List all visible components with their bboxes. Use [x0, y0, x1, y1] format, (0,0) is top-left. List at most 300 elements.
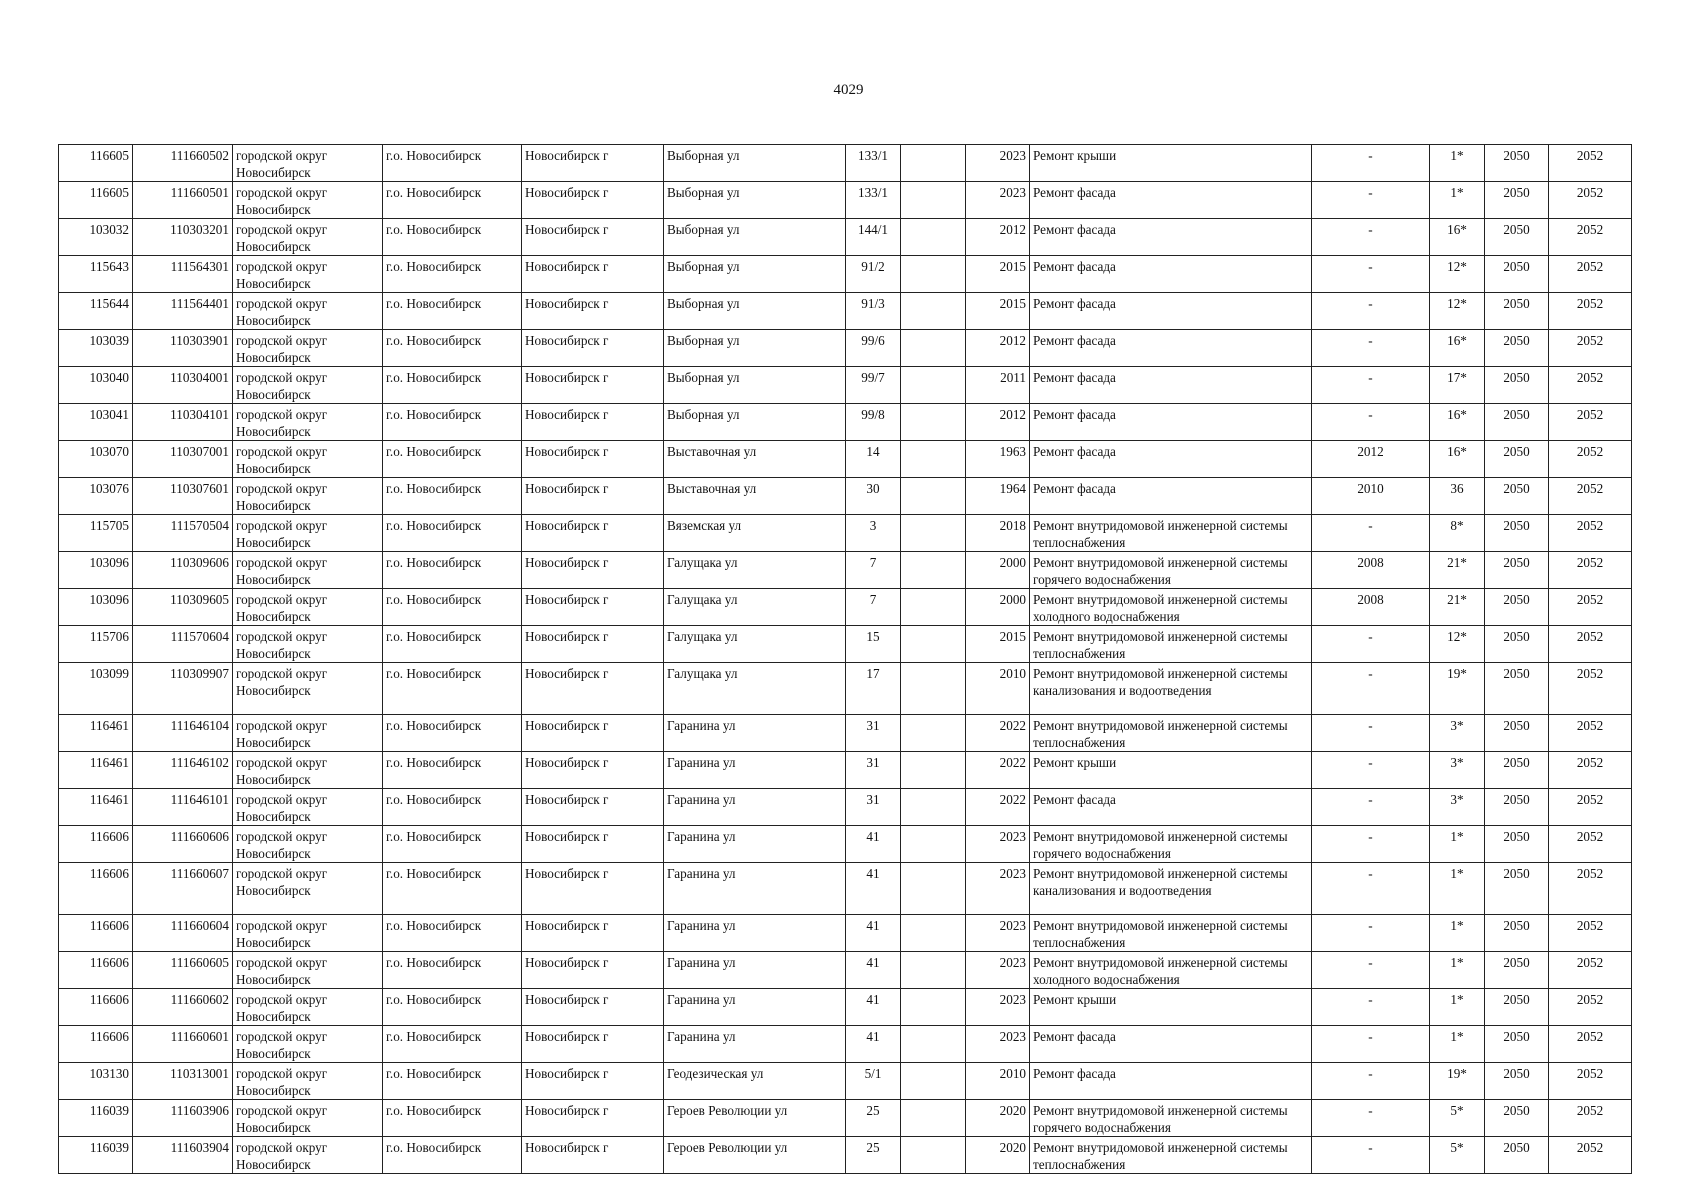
- district-cell: городской округ Новосибирск: [233, 1137, 383, 1174]
- building-cell: [901, 478, 966, 515]
- house-number-cell: 7: [846, 552, 901, 589]
- period-cell: 8*: [1430, 515, 1485, 552]
- object-id-cell: 103041: [59, 404, 133, 441]
- last-repair-cell: 2010: [1312, 478, 1430, 515]
- street-cell: Героев Революции ул: [664, 1100, 846, 1137]
- plan-to-cell: 2052: [1549, 626, 1632, 663]
- house-number-cell: 14: [846, 441, 901, 478]
- object-id-cell: 116606: [59, 1026, 133, 1063]
- municipality-cell: г.о. Новосибирск: [383, 915, 522, 952]
- plan-from-cell: 2050: [1485, 915, 1549, 952]
- year-built-cell: 2015: [966, 626, 1030, 663]
- year-built-cell: 2012: [966, 219, 1030, 256]
- plan-from-cell: 2050: [1485, 1100, 1549, 1137]
- building-cell: [901, 1063, 966, 1100]
- work-code-cell: 111660501: [133, 182, 233, 219]
- work-type-cell: Ремонт фасада: [1030, 330, 1312, 367]
- work-code-cell: 110304101: [133, 404, 233, 441]
- table-row: [59, 478, 1632, 515]
- city-cell: Новосибирск г: [522, 915, 664, 952]
- street-cell: Выборная ул: [664, 219, 846, 256]
- house-number-cell: 25: [846, 1137, 901, 1174]
- work-type-cell: Ремонт фасада: [1030, 441, 1312, 478]
- plan-from-cell: 2050: [1485, 182, 1549, 219]
- period-cell: 19*: [1430, 1063, 1485, 1100]
- table-row: [59, 182, 1632, 219]
- house-number-cell: 133/1: [846, 182, 901, 219]
- work-code-cell: 110304001: [133, 367, 233, 404]
- city-cell: Новосибирск г: [522, 367, 664, 404]
- municipality-cell: г.о. Новосибирск: [383, 863, 522, 915]
- house-number-cell: 7: [846, 589, 901, 626]
- year-built-cell: 2000: [966, 589, 1030, 626]
- street-cell: Гаранина ул: [664, 989, 846, 1026]
- table-row: [59, 826, 1632, 863]
- last-repair-cell: -: [1312, 626, 1430, 663]
- street-cell: Выборная ул: [664, 256, 846, 293]
- district-cell: городской округ Новосибирск: [233, 1100, 383, 1137]
- city-cell: Новосибирск г: [522, 1137, 664, 1174]
- house-number-cell: 41: [846, 863, 901, 915]
- year-built-cell: 2023: [966, 952, 1030, 989]
- plan-from-cell: 2050: [1485, 441, 1549, 478]
- year-built-cell: 2011: [966, 367, 1030, 404]
- plan-to-cell: 2052: [1549, 367, 1632, 404]
- plan-to-cell: 2052: [1549, 293, 1632, 330]
- last-repair-cell: -: [1312, 404, 1430, 441]
- street-cell: Геодезическая ул: [664, 1063, 846, 1100]
- object-id-cell: 115705: [59, 515, 133, 552]
- municipality-cell: г.о. Новосибирск: [383, 515, 522, 552]
- plan-from-cell: 2050: [1485, 626, 1549, 663]
- house-number-cell: 17: [846, 663, 901, 715]
- last-repair-cell: 2008: [1312, 589, 1430, 626]
- house-number-cell: 99/8: [846, 404, 901, 441]
- work-code-cell: 111660502: [133, 145, 233, 182]
- plan-from-cell: 2050: [1485, 404, 1549, 441]
- period-cell: 16*: [1430, 441, 1485, 478]
- municipality-cell: г.о. Новосибирск: [383, 293, 522, 330]
- plan-from-cell: 2050: [1485, 789, 1549, 826]
- district-cell: городской округ Новосибирск: [233, 145, 383, 182]
- plan-from-cell: 2050: [1485, 256, 1549, 293]
- city-cell: Новосибирск г: [522, 863, 664, 915]
- object-id-cell: 115706: [59, 626, 133, 663]
- object-id-cell: 103096: [59, 589, 133, 626]
- work-type-cell: Ремонт фасада: [1030, 1063, 1312, 1100]
- table-row: [59, 293, 1632, 330]
- plan-from-cell: 2050: [1485, 952, 1549, 989]
- street-cell: Галущака ул: [664, 552, 846, 589]
- work-type-cell: Ремонт внутридомовой инженерной системы холодного водоснабжения: [1030, 952, 1312, 989]
- building-cell: [901, 752, 966, 789]
- period-cell: 3*: [1430, 752, 1485, 789]
- last-repair-cell: -: [1312, 863, 1430, 915]
- district-cell: городской округ Новосибирск: [233, 219, 383, 256]
- table-row: [59, 404, 1632, 441]
- object-id-cell: 103032: [59, 219, 133, 256]
- work-type-cell: Ремонт внутридомовой инженерной системы канализования и водоотведения: [1030, 863, 1312, 915]
- plan-to-cell: 2052: [1549, 989, 1632, 1026]
- object-id-cell: 116606: [59, 952, 133, 989]
- year-built-cell: 2022: [966, 752, 1030, 789]
- municipality-cell: г.о. Новосибирск: [383, 441, 522, 478]
- work-type-cell: Ремонт фасада: [1030, 293, 1312, 330]
- street-cell: Выборная ул: [664, 293, 846, 330]
- municipality-cell: г.о. Новосибирск: [383, 367, 522, 404]
- table-row: [59, 1100, 1632, 1137]
- building-cell: [901, 145, 966, 182]
- period-cell: 1*: [1430, 915, 1485, 952]
- city-cell: Новосибирск г: [522, 826, 664, 863]
- period-cell: 1*: [1430, 826, 1485, 863]
- last-repair-cell: -: [1312, 789, 1430, 826]
- house-number-cell: 41: [846, 915, 901, 952]
- object-id-cell: 116605: [59, 182, 133, 219]
- work-code-cell: 110303201: [133, 219, 233, 256]
- plan-from-cell: 2050: [1485, 1026, 1549, 1063]
- work-type-cell: Ремонт внутридомовой инженерной системы теплоснабжения: [1030, 915, 1312, 952]
- city-cell: Новосибирск г: [522, 552, 664, 589]
- street-cell: Гаранина ул: [664, 826, 846, 863]
- period-cell: 1*: [1430, 145, 1485, 182]
- work-code-cell: 111570504: [133, 515, 233, 552]
- plan-from-cell: 2050: [1485, 1063, 1549, 1100]
- table-row: [59, 1063, 1632, 1100]
- work-type-cell: Ремонт фасада: [1030, 219, 1312, 256]
- city-cell: Новосибирск г: [522, 256, 664, 293]
- district-cell: городской округ Новосибирск: [233, 752, 383, 789]
- plan-to-cell: 2052: [1549, 952, 1632, 989]
- work-type-cell: Ремонт фасада: [1030, 256, 1312, 293]
- year-built-cell: 2023: [966, 989, 1030, 1026]
- district-cell: городской округ Новосибирск: [233, 589, 383, 626]
- object-id-cell: 103076: [59, 478, 133, 515]
- table-row: [59, 715, 1632, 752]
- work-type-cell: Ремонт внутридомовой инженерной системы горячего водоснабжения: [1030, 826, 1312, 863]
- period-cell: 1*: [1430, 989, 1485, 1026]
- last-repair-cell: -: [1312, 256, 1430, 293]
- house-number-cell: 31: [846, 789, 901, 826]
- city-cell: Новосибирск г: [522, 293, 664, 330]
- work-type-cell: Ремонт фасада: [1030, 789, 1312, 826]
- last-repair-cell: -: [1312, 989, 1430, 1026]
- street-cell: Гаранина ул: [664, 915, 846, 952]
- street-cell: Вяземская ул: [664, 515, 846, 552]
- object-id-cell: 116461: [59, 715, 133, 752]
- work-type-cell: Ремонт крыши: [1030, 989, 1312, 1026]
- year-built-cell: 2023: [966, 182, 1030, 219]
- municipality-cell: г.о. Новосибирск: [383, 952, 522, 989]
- table-row: [59, 752, 1632, 789]
- building-cell: [901, 663, 966, 715]
- work-type-cell: Ремонт фасада: [1030, 367, 1312, 404]
- table-row: [59, 219, 1632, 256]
- work-code-cell: 111646101: [133, 789, 233, 826]
- object-id-cell: 116606: [59, 863, 133, 915]
- table-row: [59, 789, 1632, 826]
- district-cell: городской округ Новосибирск: [233, 915, 383, 952]
- plan-to-cell: 2052: [1549, 789, 1632, 826]
- period-cell: 19*: [1430, 663, 1485, 715]
- house-number-cell: 3: [846, 515, 901, 552]
- period-cell: 3*: [1430, 789, 1485, 826]
- street-cell: Гаранина ул: [664, 715, 846, 752]
- building-cell: [901, 989, 966, 1026]
- district-cell: городской округ Новосибирск: [233, 367, 383, 404]
- year-built-cell: 2012: [966, 330, 1030, 367]
- street-cell: Галущака ул: [664, 589, 846, 626]
- object-id-cell: 103070: [59, 441, 133, 478]
- house-number-cell: 41: [846, 1026, 901, 1063]
- house-number-cell: 41: [846, 989, 901, 1026]
- street-cell: Выставочная ул: [664, 478, 846, 515]
- house-number-cell: 133/1: [846, 145, 901, 182]
- object-id-cell: 116605: [59, 145, 133, 182]
- plan-from-cell: 2050: [1485, 219, 1549, 256]
- table-row: [59, 589, 1632, 626]
- table-row: [59, 330, 1632, 367]
- table-row: [59, 863, 1632, 915]
- work-code-cell: 111570604: [133, 626, 233, 663]
- work-code-cell: 111660607: [133, 863, 233, 915]
- city-cell: Новосибирск г: [522, 330, 664, 367]
- municipality-cell: г.о. Новосибирск: [383, 404, 522, 441]
- plan-to-cell: 2052: [1549, 330, 1632, 367]
- object-id-cell: 116039: [59, 1137, 133, 1174]
- last-repair-cell: -: [1312, 145, 1430, 182]
- building-cell: [901, 515, 966, 552]
- plan-from-cell: 2050: [1485, 330, 1549, 367]
- work-type-cell: Ремонт фасада: [1030, 404, 1312, 441]
- house-number-cell: 91/3: [846, 293, 901, 330]
- building-cell: [901, 404, 966, 441]
- table-row: [59, 989, 1632, 1026]
- district-cell: городской округ Новосибирск: [233, 182, 383, 219]
- municipality-cell: г.о. Новосибирск: [383, 1026, 522, 1063]
- work-code-cell: 111660605: [133, 952, 233, 989]
- house-number-cell: 99/6: [846, 330, 901, 367]
- year-built-cell: 2018: [966, 515, 1030, 552]
- work-type-cell: Ремонт внутридомовой инженерной системы теплоснабжения: [1030, 515, 1312, 552]
- municipality-cell: г.о. Новосибирск: [383, 256, 522, 293]
- work-type-cell: Ремонт внутридомовой инженерной системы канализования и водоотведения: [1030, 663, 1312, 715]
- year-built-cell: 2023: [966, 145, 1030, 182]
- street-cell: Гаранина ул: [664, 952, 846, 989]
- building-cell: [901, 1100, 966, 1137]
- plan-to-cell: 2052: [1549, 182, 1632, 219]
- last-repair-cell: -: [1312, 663, 1430, 715]
- last-repair-cell: -: [1312, 752, 1430, 789]
- building-cell: [901, 330, 966, 367]
- work-code-cell: 110303901: [133, 330, 233, 367]
- period-cell: 36: [1430, 478, 1485, 515]
- table-row: [59, 952, 1632, 989]
- district-cell: городской округ Новосибирск: [233, 1026, 383, 1063]
- district-cell: городской округ Новосибирск: [233, 789, 383, 826]
- table-row: [59, 552, 1632, 589]
- year-built-cell: 2010: [966, 663, 1030, 715]
- plan-to-cell: 2052: [1549, 552, 1632, 589]
- table-row: [59, 626, 1632, 663]
- city-cell: Новосибирск г: [522, 1063, 664, 1100]
- object-id-cell: 103130: [59, 1063, 133, 1100]
- plan-to-cell: 2052: [1549, 145, 1632, 182]
- street-cell: Гаранина ул: [664, 752, 846, 789]
- plan-from-cell: 2050: [1485, 863, 1549, 915]
- table-row: [59, 1026, 1632, 1063]
- period-cell: 12*: [1430, 626, 1485, 663]
- district-cell: городской округ Новосибирск: [233, 256, 383, 293]
- last-repair-cell: 2012: [1312, 441, 1430, 478]
- plan-to-cell: 2052: [1549, 752, 1632, 789]
- building-cell: [901, 826, 966, 863]
- district-cell: городской округ Новосибирск: [233, 952, 383, 989]
- year-built-cell: 2015: [966, 256, 1030, 293]
- district-cell: городской округ Новосибирск: [233, 404, 383, 441]
- house-number-cell: 30: [846, 478, 901, 515]
- table-row: [59, 256, 1632, 293]
- district-cell: городской округ Новосибирск: [233, 441, 383, 478]
- year-built-cell: 2022: [966, 715, 1030, 752]
- work-code-cell: 111646102: [133, 752, 233, 789]
- city-cell: Новосибирск г: [522, 789, 664, 826]
- work-code-cell: 110307601: [133, 478, 233, 515]
- house-number-cell: 15: [846, 626, 901, 663]
- building-cell: [901, 1026, 966, 1063]
- building-cell: [901, 441, 966, 478]
- period-cell: 1*: [1430, 863, 1485, 915]
- district-cell: городской округ Новосибирск: [233, 663, 383, 715]
- district-cell: городской округ Новосибирск: [233, 1063, 383, 1100]
- city-cell: Новосибирск г: [522, 182, 664, 219]
- plan-from-cell: 2050: [1485, 752, 1549, 789]
- plan-to-cell: 2052: [1549, 1100, 1632, 1137]
- district-cell: городской округ Новосибирск: [233, 715, 383, 752]
- district-cell: городской округ Новосибирск: [233, 515, 383, 552]
- building-cell: [901, 789, 966, 826]
- house-number-cell: 99/7: [846, 367, 901, 404]
- period-cell: 1*: [1430, 952, 1485, 989]
- house-number-cell: 41: [846, 826, 901, 863]
- district-cell: городской округ Новосибирск: [233, 863, 383, 915]
- municipality-cell: г.о. Новосибирск: [383, 752, 522, 789]
- municipality-cell: г.о. Новосибирск: [383, 715, 522, 752]
- city-cell: Новосибирск г: [522, 145, 664, 182]
- work-type-cell: Ремонт внутридомовой инженерной системы теплоснабжения: [1030, 1137, 1312, 1174]
- plan-from-cell: 2050: [1485, 367, 1549, 404]
- work-type-cell: Ремонт фасада: [1030, 1026, 1312, 1063]
- plan-from-cell: 2050: [1485, 715, 1549, 752]
- last-repair-cell: -: [1312, 1137, 1430, 1174]
- city-cell: Новосибирск г: [522, 626, 664, 663]
- building-cell: [901, 552, 966, 589]
- work-code-cell: 111660604: [133, 915, 233, 952]
- city-cell: Новосибирск г: [522, 441, 664, 478]
- plan-to-cell: 2052: [1549, 441, 1632, 478]
- house-number-cell: 144/1: [846, 219, 901, 256]
- period-cell: 5*: [1430, 1137, 1485, 1174]
- municipality-cell: г.о. Новосибирск: [383, 219, 522, 256]
- year-built-cell: 2022: [966, 789, 1030, 826]
- period-cell: 5*: [1430, 1100, 1485, 1137]
- building-cell: [901, 589, 966, 626]
- last-repair-cell: -: [1312, 915, 1430, 952]
- object-id-cell: 116606: [59, 989, 133, 1026]
- work-type-cell: Ремонт крыши: [1030, 145, 1312, 182]
- work-code-cell: 111660606: [133, 826, 233, 863]
- plan-from-cell: 2050: [1485, 1137, 1549, 1174]
- city-cell: Новосибирск г: [522, 1026, 664, 1063]
- work-type-cell: Ремонт внутридомовой инженерной системы горячего водоснабжения: [1030, 1100, 1312, 1137]
- city-cell: Новосибирск г: [522, 589, 664, 626]
- municipality-cell: г.о. Новосибирск: [383, 989, 522, 1026]
- street-cell: Гаранина ул: [664, 1026, 846, 1063]
- last-repair-cell: -: [1312, 515, 1430, 552]
- period-cell: 3*: [1430, 715, 1485, 752]
- street-cell: Гаранина ул: [664, 863, 846, 915]
- period-cell: 21*: [1430, 552, 1485, 589]
- object-id-cell: 116606: [59, 915, 133, 952]
- plan-to-cell: 2052: [1549, 1137, 1632, 1174]
- building-cell: [901, 626, 966, 663]
- plan-to-cell: 2052: [1549, 478, 1632, 515]
- registry-body: [59, 145, 1632, 1174]
- house-number-cell: 41: [846, 952, 901, 989]
- period-cell: 17*: [1430, 367, 1485, 404]
- building-cell: [901, 915, 966, 952]
- plan-to-cell: 2052: [1549, 663, 1632, 715]
- street-cell: Выборная ул: [664, 367, 846, 404]
- street-cell: Галущака ул: [664, 663, 846, 715]
- city-cell: Новосибирск г: [522, 478, 664, 515]
- city-cell: Новосибирск г: [522, 989, 664, 1026]
- city-cell: Новосибирск г: [522, 952, 664, 989]
- plan-to-cell: 2052: [1549, 589, 1632, 626]
- last-repair-cell: -: [1312, 826, 1430, 863]
- last-repair-cell: -: [1312, 330, 1430, 367]
- building-cell: [901, 367, 966, 404]
- city-cell: Новосибирск г: [522, 663, 664, 715]
- table-row: [59, 915, 1632, 952]
- building-cell: [901, 293, 966, 330]
- city-cell: Новосибирск г: [522, 1100, 664, 1137]
- plan-from-cell: 2050: [1485, 589, 1549, 626]
- year-built-cell: 2000: [966, 552, 1030, 589]
- work-code-cell: 111603904: [133, 1137, 233, 1174]
- work-type-cell: Ремонт внутридомовой инженерной системы горячего водоснабжения: [1030, 552, 1312, 589]
- municipality-cell: г.о. Новосибирск: [383, 626, 522, 663]
- year-built-cell: 1963: [966, 441, 1030, 478]
- repair-registry-table: [58, 144, 1632, 1174]
- plan-to-cell: 2052: [1549, 256, 1632, 293]
- municipality-cell: г.о. Новосибирск: [383, 182, 522, 219]
- last-repair-cell: -: [1312, 1026, 1430, 1063]
- plan-to-cell: 2052: [1549, 826, 1632, 863]
- building-cell: [901, 715, 966, 752]
- building-cell: [901, 1137, 966, 1174]
- year-built-cell: 2020: [966, 1137, 1030, 1174]
- city-cell: Новосибирск г: [522, 404, 664, 441]
- work-code-cell: 111603906: [133, 1100, 233, 1137]
- object-id-cell: 115643: [59, 256, 133, 293]
- work-type-cell: Ремонт внутридомовой инженерной системы холодного водоснабжения: [1030, 589, 1312, 626]
- work-code-cell: 110309605: [133, 589, 233, 626]
- plan-to-cell: 2052: [1549, 715, 1632, 752]
- street-cell: Героев Революции ул: [664, 1137, 846, 1174]
- street-cell: Гаранина ул: [664, 789, 846, 826]
- city-cell: Новосибирск г: [522, 219, 664, 256]
